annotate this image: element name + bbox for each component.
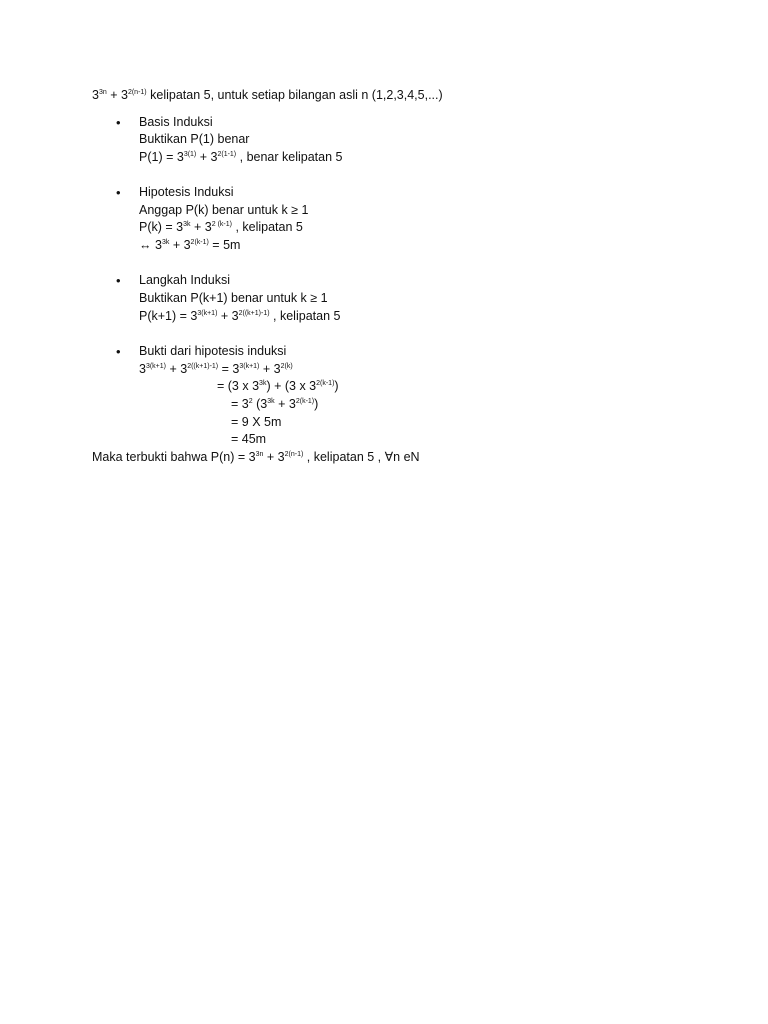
bukti-r3-a: = 3 xyxy=(231,397,249,411)
bukti-r2-ae: 3k xyxy=(259,380,267,387)
basis-l2-post: , benar kelipatan 5 xyxy=(236,150,343,164)
bukti-r1-de: 2(k) xyxy=(280,363,293,370)
bukti-row2 xyxy=(217,378,339,395)
intro-text: kelipatan 5, untuk setiap bilangan asli n (1,2,3,4,5,...) xyxy=(146,88,443,102)
bukti-r2-be: 2(k-1) xyxy=(316,380,335,387)
conclusion-exp2: 2(n-1) xyxy=(284,451,304,458)
bukti-r1-be: 2((k+1)-1) xyxy=(187,363,219,370)
bukti-r3-d: ) xyxy=(314,397,319,411)
hipotesis-l2-exp2: 2 (k-1) xyxy=(211,221,232,228)
hipotesis-l2-pre: P(k) = 3 xyxy=(139,220,184,234)
langkah-l2-exp2: 2((k+1)-1) xyxy=(238,310,270,317)
bukti-row5: = 45m xyxy=(231,432,267,446)
intro-statement xyxy=(92,87,443,104)
intro-term2-base: 3 xyxy=(121,88,128,102)
langkah-line2 xyxy=(139,308,340,325)
hipotesis-l2-mid: + 3 xyxy=(190,220,212,234)
basis-title: Basis Induksi xyxy=(139,115,213,129)
hipotesis-l3-exp1: 3k xyxy=(161,239,170,246)
hipotesis-line1: Anggap P(k) benar untuk k ≥ 1 xyxy=(139,203,309,217)
hipotesis-l3-mid: + 3 xyxy=(169,238,191,252)
bukti-r2-c: ) xyxy=(334,379,339,393)
bukti-r3-c: + 3 xyxy=(274,397,296,411)
conclusion-exp1: 3n xyxy=(255,451,264,458)
bukti-r2-b: ) + (3 x 3 xyxy=(266,379,317,393)
langkah-l2-mid: + 3 xyxy=(217,309,239,323)
hipotesis-l2-post: , kelipatan 5 xyxy=(231,220,303,234)
intro-term1-base: 3 xyxy=(92,88,99,102)
bullet-hipotesis: • xyxy=(116,185,121,200)
bukti-r2-a: = (3 x 3 xyxy=(217,379,260,393)
basis-l2-exp2: 2(1-1) xyxy=(217,151,237,158)
bukti-r1-a: 3 xyxy=(139,362,146,376)
bullet-basis: • xyxy=(116,115,121,130)
conclusion-mid: + 3 xyxy=(263,450,285,464)
bullet-bukti: • xyxy=(116,344,121,359)
bullet-langkah: • xyxy=(116,273,121,288)
langkah-l2-pre: P(k+1) = 3 xyxy=(139,309,198,323)
hipotesis-title: Hipotesis Induksi xyxy=(139,185,234,199)
basis-l2-exp1: 3(1) xyxy=(183,151,197,158)
bukti-r3-ae: 2 xyxy=(248,398,253,405)
intro-plus: + xyxy=(106,88,121,102)
langkah-line1: Buktikan P(k+1) benar untuk k ≥ 1 xyxy=(139,291,328,305)
langkah-l2-exp1: 3(k+1) xyxy=(197,310,218,317)
bukti-row4: = 9 X 5m xyxy=(231,415,282,429)
hipotesis-l3-exp2: 2(k-1) xyxy=(190,239,209,246)
bukti-r1-d: + 3 xyxy=(259,362,281,376)
bukti-r3-be: 3k xyxy=(267,398,275,405)
bukti-row1 xyxy=(139,361,293,378)
basis-l2-pre: P(1) = 3 xyxy=(139,150,184,164)
bukti-r1-ce: 3(k+1) xyxy=(239,363,260,370)
hipotesis-l2-exp1: 3k xyxy=(183,221,191,228)
conclusion-post: , kelipatan 5 , ∀n eN xyxy=(303,450,420,464)
intro-term1-exponent: 3n xyxy=(98,89,107,96)
bukti-row3 xyxy=(231,396,318,413)
bukti-r3-b: (3 xyxy=(252,397,268,411)
intro-term2-exponent: 2(n-1) xyxy=(127,89,147,96)
basis-l2-mid: + 3 xyxy=(196,150,218,164)
hipotesis-line2 xyxy=(139,219,303,236)
hipotesis-line3 xyxy=(139,237,240,254)
hipotesis-l3-post: = 5m xyxy=(208,238,241,252)
basis-line1: Buktikan P(1) benar xyxy=(139,132,250,146)
bukti-title: Bukti dari hipotesis induksi xyxy=(139,344,287,358)
bukti-r1-ae: 3(k+1) xyxy=(145,363,166,370)
conclusion-pre: Maka terbukti bahwa P(n) = 3 xyxy=(92,450,256,464)
bukti-r3-ce: 2(k-1) xyxy=(295,398,315,405)
bukti-r1-c: = 3 xyxy=(218,362,240,376)
conclusion xyxy=(92,449,420,466)
basis-line2 xyxy=(139,149,342,166)
hipotesis-l3-pre: ↔ 3 xyxy=(139,238,162,252)
langkah-l2-post: , kelipatan 5 xyxy=(269,309,341,323)
bukti-r1-b: + 3 xyxy=(166,362,188,376)
langkah-title: Langkah Induksi xyxy=(139,273,231,287)
